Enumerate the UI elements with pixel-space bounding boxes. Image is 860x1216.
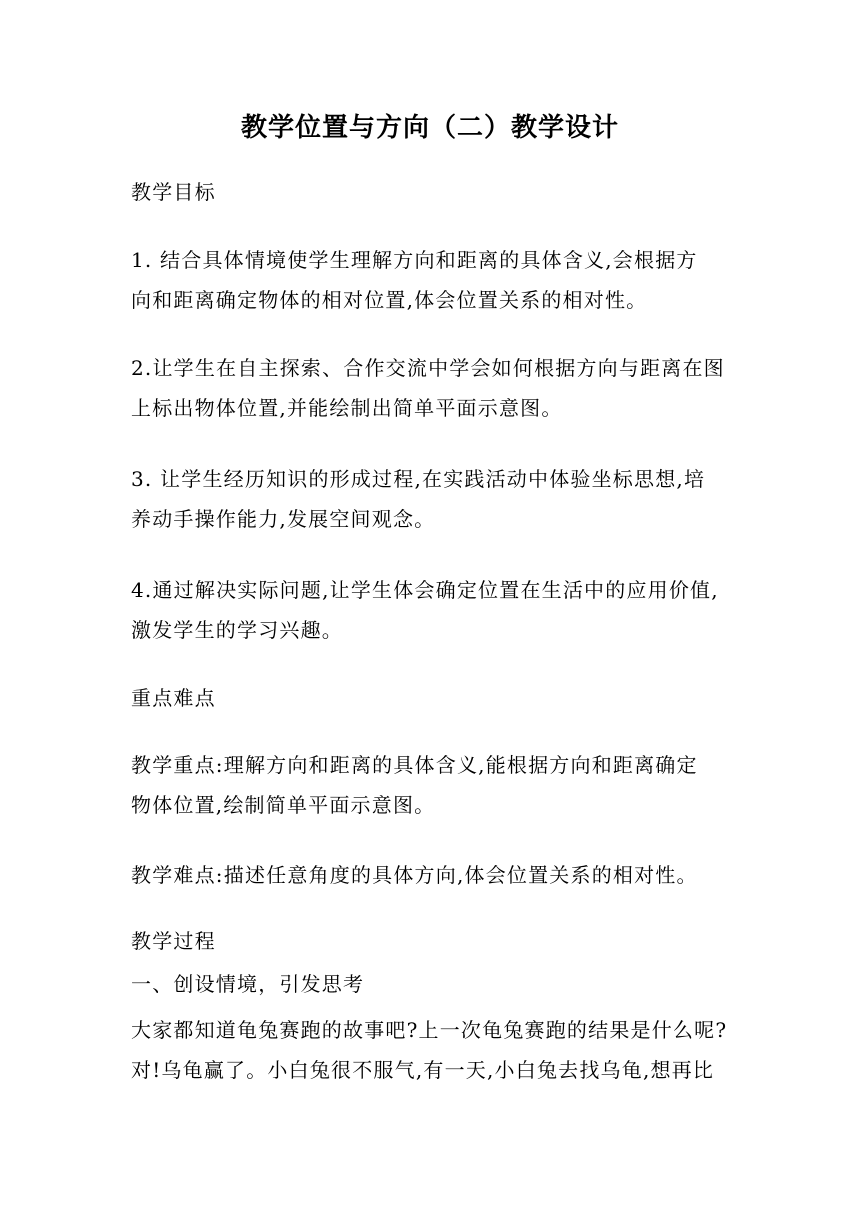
- key-point-line-2: 物体位置,绘制简单平面示意图。: [131, 793, 436, 817]
- difficulty-paragraph: 教学难点:描述任意角度的具体方向,体会位置关系的相对性。: [131, 863, 698, 887]
- objective-2-line-2: 上标出物体位置,并能绘制出简单平面示意图。: [131, 396, 563, 420]
- process-text-line-1: 大家都知道龟兔赛跑的故事吧?上一次龟兔赛跑的结果是什么呢?: [131, 1018, 728, 1042]
- objective-1-line-1: 1. 结合具体情境使学生理解方向和距离的具体含义,会根据方: [131, 248, 698, 272]
- objective-item-2: [131, 348, 741, 428]
- key-point-paragraph: [131, 745, 741, 825]
- objective-item-1: [131, 240, 741, 320]
- process-text-line-2: 对!乌龟赢了。小白兔很不服气,有一天,小白兔去找乌龟,想再比: [131, 1058, 715, 1082]
- process-step-1-heading: 一、创设情境，引发思考: [131, 972, 365, 996]
- objective-4-line-1: 4.通过解决实际问题,让学生体会确定位置在生活中的应用价值,: [131, 578, 719, 602]
- objective-3-line-2: 养动手操作能力,发展空间观念。: [131, 507, 436, 531]
- objective-2-line-1: 2.让学生在自主探索、合作交流中学会如何根据方向与距离在图: [131, 356, 725, 380]
- objective-4-line-2: 激发学生的学习兴趣。: [131, 618, 343, 642]
- objectives-heading: 教学目标: [131, 180, 216, 204]
- document-title: 教学位置与方向（二）教学设计: [240, 113, 619, 143]
- objective-item-4: [131, 570, 741, 650]
- key-point-line-1: 教学重点:理解方向和距离的具体含义,能根据方向和距离确定: [131, 753, 698, 777]
- process-paragraph: [131, 1010, 741, 1090]
- objective-item-3: [131, 459, 741, 539]
- process-heading: 教学过程: [131, 929, 216, 953]
- objective-3-line-1: 3. 让学生经历知识的形成过程,在实践活动中体验坐标思想,培: [131, 467, 706, 491]
- objective-1-line-2: 向和距离确定物体的相对位置,体会位置关系的相对性。: [131, 288, 648, 312]
- key-points-heading: 重点难点: [131, 686, 216, 710]
